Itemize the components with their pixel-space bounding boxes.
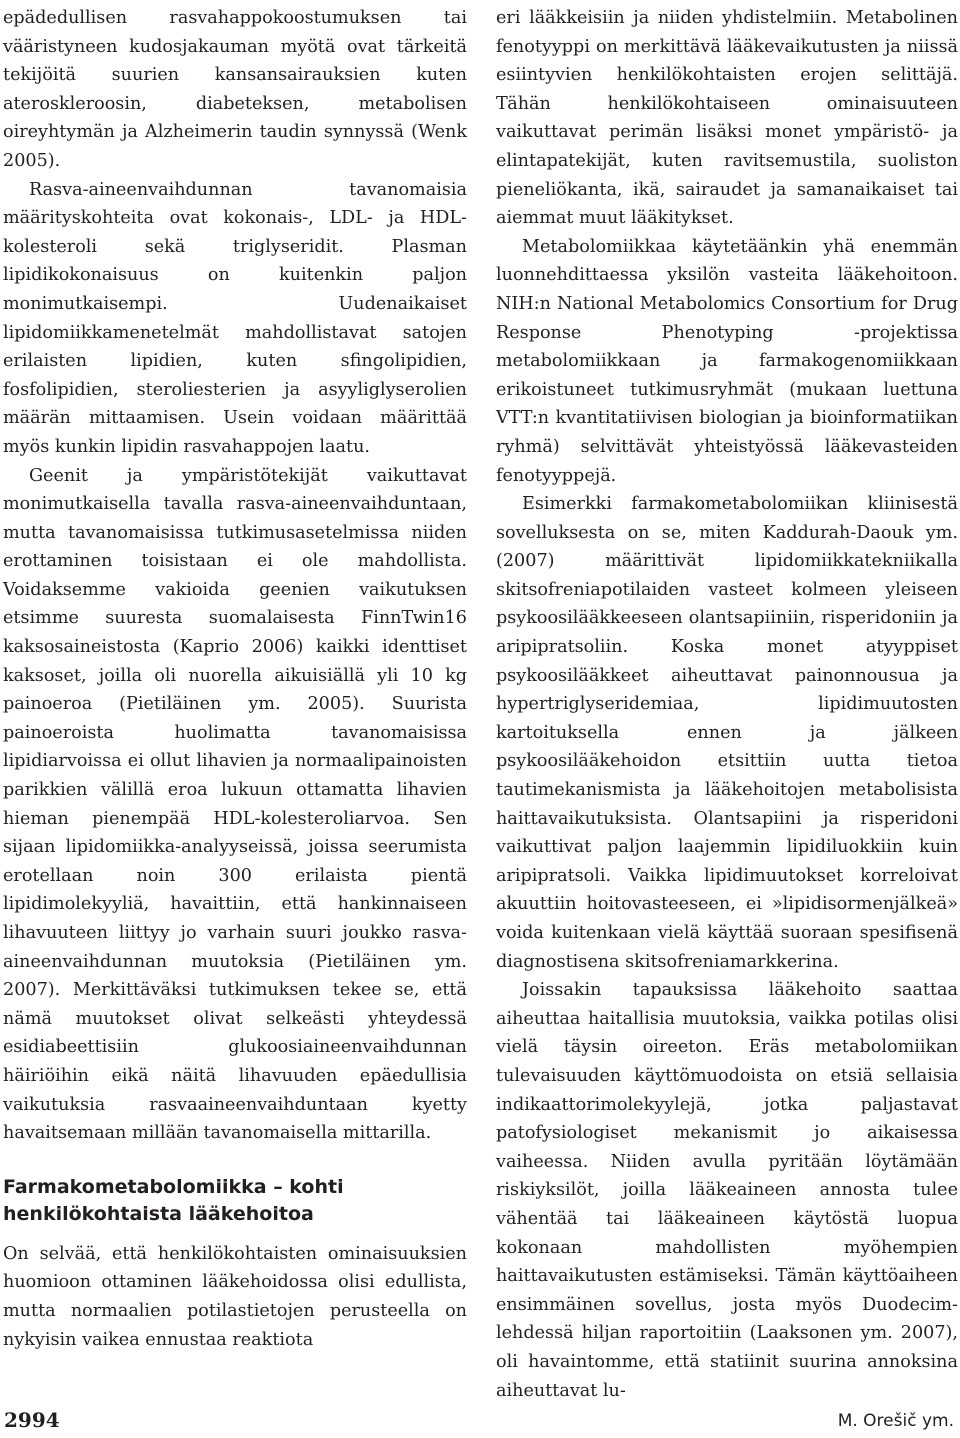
paragraph: eri lääkkeisiin ja niiden yhdistelmiin. Metabolinen fenotyyppi on merkittävä lääkevaikutusten ja niissä esiintyvien henkilökohtaisten erojen selittäjä. Tähän henkilökohtaiseen ominaisuuteen vaikuttavat perimän lisäksi monet ympäristö- ja elintapatekijät, kuten ravitsemustila, suoliston pieneliökanta, ikä, sairaudet ja samanaikaiset tai aiemmat muut lääkitykset. xyxy=(496,8,958,229)
section-heading xyxy=(3,1174,467,1228)
paragraph: epädedullisen rasvahappokoostumuksen tai vääristyneen kudosjakauman myötä ovat tärkeitä tekijöitä suurien kansansairauksien kuten ateroskleroosin, diabeteksen, metabolisen oireyhtymän ja Alzheimerin taudin synnyssä (Wenk 2005). xyxy=(3,8,467,171)
paragraph: Esimerkki farmakometabolomiikan kliinisestä sovelluksesta on se, miten Kaddurah-Daouk ym. (2007) määrittivät lipidomiikkatekniikalla skitsofreniapotilaiden vasteet kolmeen yleiseen psykoosilääkkeeseen olantsapiiniin, risperidoniin ja aripipratsoliin. Koska monet atyyppiset psykoosilääkkeet aiheuttavat painonnousua ja hypertriglyseridemiaa, lipidimuutosten kartoituksella ennen ja jälkeen psykoosilääkehoidon etsittiin uutta tietoa tautimekanismista ja lääkehoitojen metabolisista haittavaikutuksista. Olantsapiini ja risperidoni vaikuttivat paljon laajemmin lipidiluokkiin kuin aripipratsoli. Vaikka lipidimuutokset korreloivat akuuttiin hoitovasteeseen, ei »lipidisormenjälkeä» voida kuitenkaan vielä käyttää suoraan spesifisenä diagnostisena skitsofreniamarkkerina. xyxy=(496,494,958,972)
left-column xyxy=(3,4,467,1354)
section-heading-line: Farmakometabolomiikka – kohti xyxy=(3,1175,344,1198)
page-number: 2994 xyxy=(4,1408,60,1432)
author-credit: M. Orešič ym. xyxy=(837,1411,954,1431)
paragraph: Joissakin tapauksissa lääkehoito saattaa aiheuttaa haitallisia muutoksia, vaikka potilas olisi vielä täysin oireeton. Eräs metabolomiikan tulevaisuuden käyttömuodoista on etsiä sellaisia indikaattorimolekyylejä, jotka paljastavat patofysiologiset mekanismit jo aikaisessa vaiheessa. Niiden avulla pyritään löytämään riskiyksilöt, joilla lääkeaineen annosta tulee vähentää tai lääkeaineen käytöstä luopua kokonaan mahdollisten myöhempien haittavaikutusten estämiseksi. Tämän käyttöaiheen ensimmäinen sovellus, josta myös Duodecim-lehdessä hiljan raportoitiin (Laaksonen ym. 2007), oli havaintomme, että statiinit suurina annoksina aiheuttavat lu- xyxy=(496,980,958,1401)
right-column xyxy=(496,4,958,1405)
paragraph: Geenit ja ympäristötekijät vaikuttavat monimutkaisella tavalla rasva-aineenvaihduntaan, mutta tavanomaisissa tutkimusasetelmissa niiden erottaminen toisistaan ei ole mahdollista. Voidaksemme vakioida geenien vaikutuksen etsimme suuresta suomalaisesta FinnTwin16 kaksosaineistosta (Kaprio 2006) kaikki identtiset kaksoset, joilla oli nuorella aikuisiällä yli 10 kg painoeroa (Pietiläinen ym. 2005). Suurista painoeroista huolimatta tavanomaisissa lipidiarvoissa ei ollut lihavien ja normaalipainoisten parikkien välillä eroa lukuun ottamatta lihavien hieman pienempää HDL-kolesteroliarvoa. Sen sijaan lipidomiikka-analyyseissä, joissa seerumista erotellaan noin 300 erilaista pientä lipidimolekyyliä, havaittiin, että hankinnaiseen lihavuuteen liittyy jo varhain suuri joukko rasva-aineenvaihdunnan muutoksia (Pietiläinen ym. 2007). Merkittäväksi tutkimuksen tekee se, että nämä muutokset olivat selkeästi yhteydessä esidiabeettisiin glukoosiaineenvaihdunnan häiriöihin eikä näitä lihavuuden epäedullisia vaikutuksia rasvaaineenvaihduntaan kyetty havaitsemaan millään tavanomaisella mittarilla. xyxy=(3,465,467,1144)
paragraph: On selvää, että henkilökohtaisten ominaisuuksien huomioon ottaminen lääkehoidossa olisi edullista, mutta normaalien potilastietojen perusteella on nykyisin vaikea ennustaa reaktiota xyxy=(3,1243,467,1350)
section-heading-line: henkilökohtaista lääkehoitoa xyxy=(3,1202,314,1225)
paragraph: Metabolomiikkaa käytetäänkin yhä enemmän luonnehdittaessa yksilön vasteita lääkehoitoon. NIH:n National Metabolomics Consortium for Drug Response Phenotyping -projektissa metabolomiikkaan ja farmakogenomiikkaan erikoistuneet tutkimusryhmät (mukaan luettuna VTT:n kvantitatiivisen biologian ja bioinformatiikan ryhmä) selvittävät yhteistyössä lääkevasteiden fenotyyppejä. xyxy=(496,236,958,486)
paragraph: Rasva-aineenvaihdunnan tavanomaisia määrityskohteita ovat kokonais-, LDL- ja HDL-kolesteroli sekä triglyseridit. Plasman lipidikokonaisuus on kuitenkin paljon monimutkaisempi. Uudenaikaiset lipidomiikkamenetelmät mahdollistavat satojen erilaisten lipidien, kuten sfingolipidien, fosfolipidien, steroliesterien ja asyyliglyserolien määrän mittaamisen. Usein voidaan määrittää myös kunkin lipidin rasvahappojen laatu. xyxy=(3,179,467,457)
